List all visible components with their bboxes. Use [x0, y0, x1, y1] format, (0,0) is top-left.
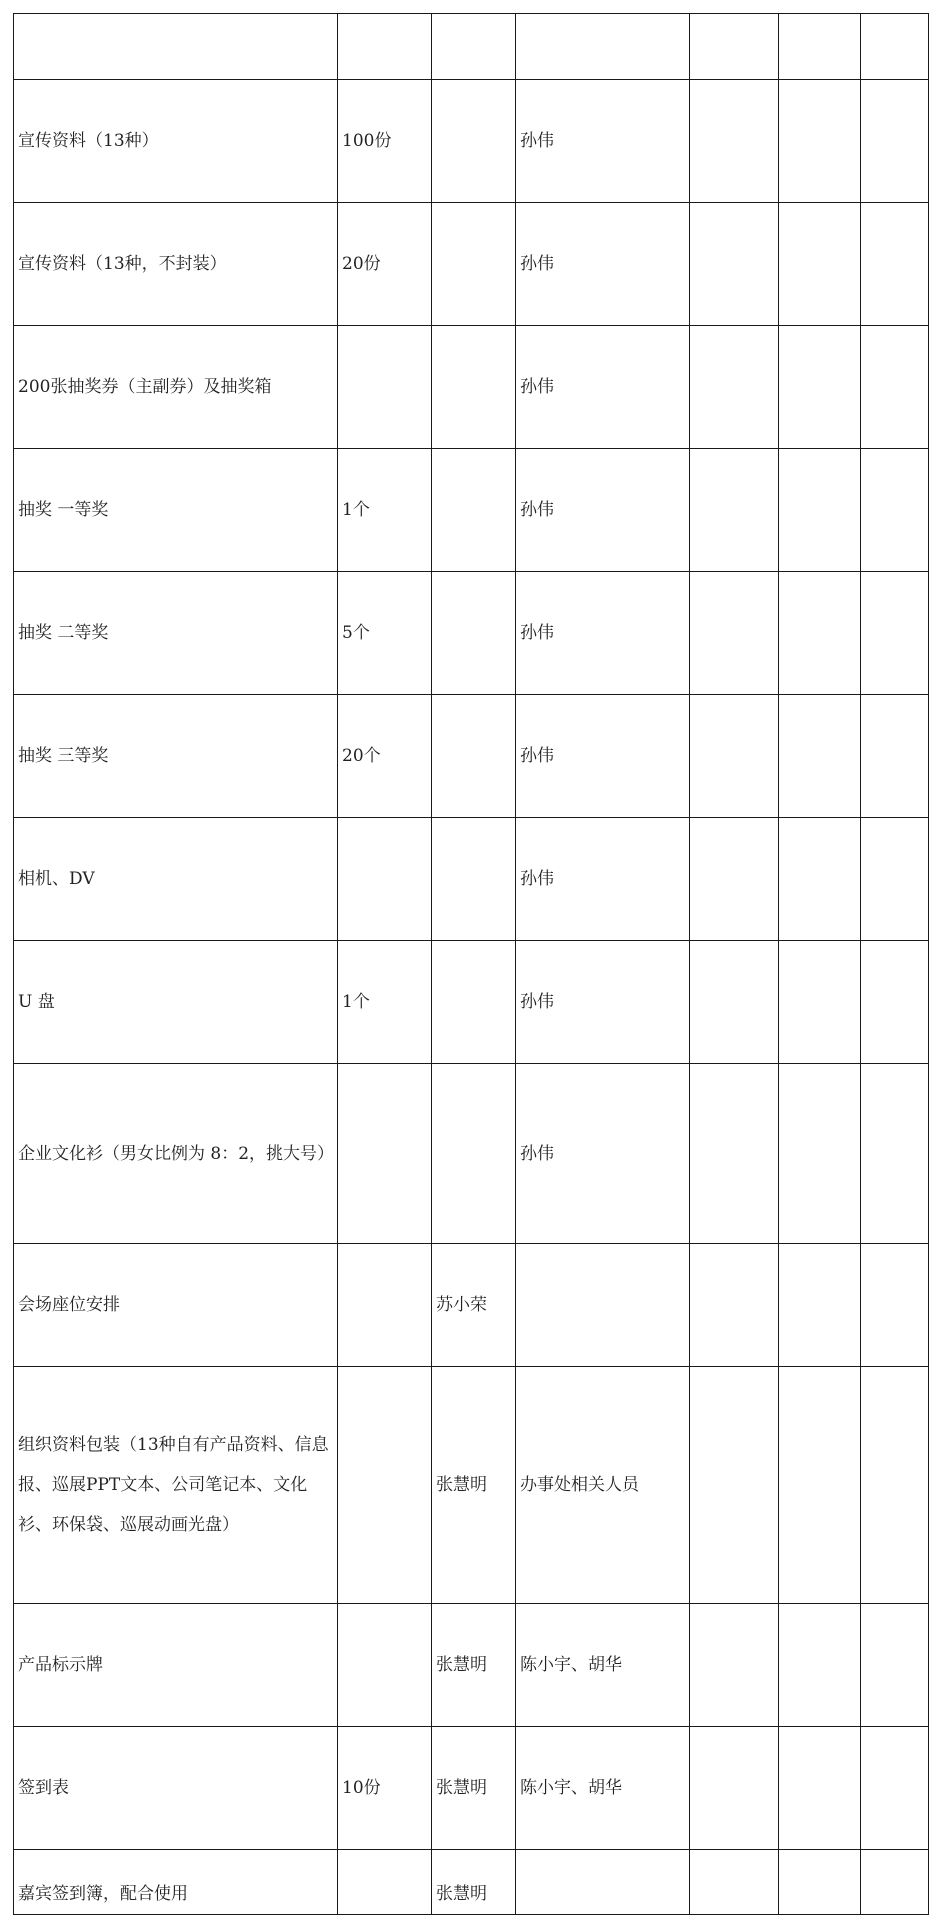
helper-cell: 孙伟 [516, 1064, 690, 1244]
helper-cell: 陈小宇、胡华 [516, 1727, 690, 1850]
item-cell: 宣传资料（13种，不封装） [14, 203, 338, 326]
empty-cell [779, 695, 861, 818]
empty-cell [690, 449, 779, 572]
item-cell: 抽奖 一等奖 [14, 449, 338, 572]
owner-cell: 张慧明 [432, 1367, 516, 1604]
table-row [14, 941, 929, 1064]
item-cell: 抽奖 三等奖 [14, 695, 338, 818]
task-table [13, 13, 929, 1915]
empty-cell [690, 1604, 779, 1727]
empty-cell [861, 326, 929, 449]
item-cell: 嘉宾签到簿，配合使用 [14, 1850, 338, 1915]
item-cell: 抽奖 二等奖 [14, 572, 338, 695]
empty-cell [690, 941, 779, 1064]
table-row [14, 449, 929, 572]
owner-cell [432, 818, 516, 941]
empty-cell [861, 14, 929, 80]
empty-cell [690, 326, 779, 449]
helper-cell [516, 1850, 690, 1915]
empty-cell [861, 695, 929, 818]
table-row [14, 326, 929, 449]
empty-cell [779, 1604, 861, 1727]
table-row [14, 1244, 929, 1367]
item-cell: 企业文化衫（男女比例为 8：2，挑大号） [14, 1064, 338, 1244]
empty-cell [779, 1727, 861, 1850]
empty-cell [690, 1367, 779, 1604]
quantity-cell: 20个 [338, 695, 432, 818]
quantity-cell: 5个 [338, 572, 432, 695]
helper-cell: 孙伟 [516, 326, 690, 449]
empty-cell [861, 80, 929, 203]
quantity-cell: 10份 [338, 1727, 432, 1850]
empty-cell [861, 203, 929, 326]
helper-cell: 孙伟 [516, 941, 690, 1064]
owner-cell [432, 695, 516, 818]
owner-cell: 张慧明 [432, 1604, 516, 1727]
helper-cell: 孙伟 [516, 449, 690, 572]
owner-cell [432, 572, 516, 695]
empty-cell [779, 572, 861, 695]
empty-cell [861, 1727, 929, 1850]
helper-cell [516, 14, 690, 80]
quantity-cell [338, 818, 432, 941]
quantity-cell: 100份 [338, 80, 432, 203]
quantity-cell [338, 14, 432, 80]
table-row [14, 572, 929, 695]
item-cell: 200张抽奖券（主副券）及抽奖箱 [14, 326, 338, 449]
table-row [14, 1604, 929, 1727]
empty-cell [690, 572, 779, 695]
empty-cell [779, 203, 861, 326]
quantity-cell: 1个 [338, 941, 432, 1064]
quantity-cell [338, 1850, 432, 1915]
empty-cell [690, 14, 779, 80]
owner-cell [432, 326, 516, 449]
quantity-cell: 1个 [338, 449, 432, 572]
empty-cell [861, 449, 929, 572]
owner-cell [432, 203, 516, 326]
table-row [14, 1064, 929, 1244]
empty-cell [861, 941, 929, 1064]
empty-cell [690, 1850, 779, 1915]
table-row [14, 1850, 929, 1915]
helper-cell [516, 1244, 690, 1367]
empty-cell [779, 326, 861, 449]
quantity-cell [338, 326, 432, 449]
quantity-cell [338, 1604, 432, 1727]
owner-cell [432, 80, 516, 203]
helper-cell: 孙伟 [516, 818, 690, 941]
empty-cell [861, 1850, 929, 1915]
owner-cell: 张慧明 [432, 1727, 516, 1850]
empty-cell [779, 941, 861, 1064]
empty-cell [690, 818, 779, 941]
empty-cell [690, 203, 779, 326]
owner-cell [432, 1064, 516, 1244]
helper-cell: 孙伟 [516, 80, 690, 203]
empty-cell [779, 1850, 861, 1915]
table-row [14, 14, 929, 80]
empty-cell [690, 1064, 779, 1244]
empty-cell [690, 1244, 779, 1367]
item-cell: 会场座位安排 [14, 1244, 338, 1367]
owner-cell [432, 941, 516, 1064]
table-row [14, 80, 929, 203]
item-cell: U 盘 [14, 941, 338, 1064]
empty-cell [861, 1367, 929, 1604]
owner-cell: 苏小荣 [432, 1244, 516, 1367]
owner-cell [432, 449, 516, 572]
item-cell: 组织资料包装（13种自有产品资料、信息报、巡展PPT文本、公司笔记本、文化衫、环保袋、巡展动画光盘） [14, 1367, 338, 1604]
helper-cell: 孙伟 [516, 572, 690, 695]
empty-cell [861, 572, 929, 695]
quantity-cell [338, 1367, 432, 1604]
empty-cell [690, 1727, 779, 1850]
helper-cell: 孙伟 [516, 203, 690, 326]
item-cell: 宣传资料（13种） [14, 80, 338, 203]
owner-cell [432, 14, 516, 80]
table-row [14, 1727, 929, 1850]
empty-cell [779, 1064, 861, 1244]
item-cell: 签到表 [14, 1727, 338, 1850]
empty-cell [861, 1064, 929, 1244]
empty-cell [861, 1244, 929, 1367]
empty-cell [861, 1604, 929, 1727]
empty-cell [779, 818, 861, 941]
quantity-cell: 20份 [338, 203, 432, 326]
empty-cell [779, 449, 861, 572]
empty-cell [861, 818, 929, 941]
owner-cell: 张慧明 [432, 1850, 516, 1915]
helper-cell: 办事处相关人员 [516, 1367, 690, 1604]
quantity-cell [338, 1244, 432, 1367]
table-row [14, 695, 929, 818]
empty-cell [690, 695, 779, 818]
item-cell: 产品标示牌 [14, 1604, 338, 1727]
empty-cell [779, 1244, 861, 1367]
table-row [14, 818, 929, 941]
item-cell [14, 14, 338, 80]
table-row [14, 203, 929, 326]
table-row [14, 1367, 929, 1604]
helper-cell: 孙伟 [516, 695, 690, 818]
empty-cell [779, 80, 861, 203]
quantity-cell [338, 1064, 432, 1244]
empty-cell [779, 1367, 861, 1604]
helper-cell: 陈小宇、胡华 [516, 1604, 690, 1727]
empty-cell [779, 14, 861, 80]
item-cell: 相机、DV [14, 818, 338, 941]
empty-cell [690, 80, 779, 203]
